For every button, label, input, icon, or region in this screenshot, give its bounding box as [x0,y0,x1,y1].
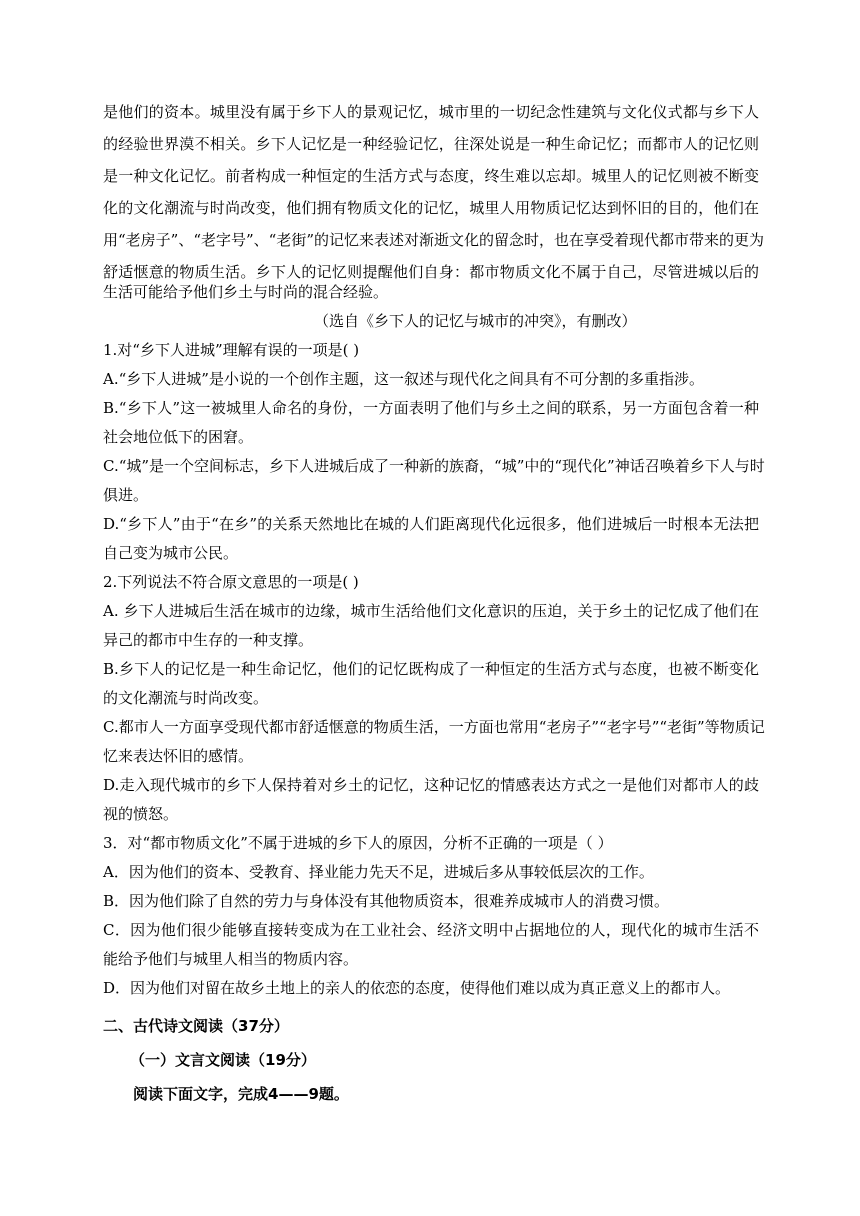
passage-line: 化的文化潮流与时尚改变，他们拥有物质文化的记忆，城里人用物质记忆达到怀旧的目的，他们在 [103,199,759,217]
source-citation: （选自《乡下人的记忆与城市的冲突》，有删改） [314,312,637,330]
passage-line: 舒适惬意的物质生活。乡下人的记忆则提醒他们自身：都市物质文化不属于自己，尽管进城以后的 [103,263,759,281]
option-3b: B．因为他们除了自然的劳力与身体没有其他物质资本，很难养成城市人的消费习惯。 [103,892,670,910]
option-2d-cont: 视的愤怒。 [103,805,179,823]
option-1b: B.“乡下人”这一被城里人命名的身份，一方面表明了他们与乡土之间的联系，另一方面包含着一种 [103,399,759,417]
section-title: 二、古代诗文阅读（37分） [103,1017,289,1035]
question-3: 3．对“都市物质文化”不属于进城的乡下人的原因，分析不正确的一项是（ ） [103,834,613,852]
option-2b-cont: 的文化潮流与时尚改变。 [103,689,269,707]
option-2b: B.乡下人的记忆是一种生命记忆，他们的记忆既构成了一种恒定的生活方式与态度，也被不断变化 [103,660,759,678]
option-3d: D．因为他们对留在故乡土地上的亲人的依恋的态度，使得他们难以成为真正意义上的都市人。 [103,979,731,997]
option-2d: D.走入现代城市的乡下人保持着对乡土的记忆，这种记忆的情感表达方式之一是他们对都市人的歧 [103,776,759,794]
option-2a-cont: 异己的都市中生存的一种支撑。 [103,631,314,649]
option-1c-cont: 俱进。 [103,486,149,504]
passage-line: 生活可能给予他们乡土与时尚的混合经验。 [103,283,389,301]
option-1b-cont: 社会地位低下的困窘。 [103,428,254,446]
option-3c-cont: 能给予他们与城里人相当的物质内容。 [103,950,359,968]
section-instruction: 阅读下面文字，完成4——9题。 [133,1085,349,1103]
option-2a: A. 乡下人进城后生活在城市的边缘，城市生活给他们文化意识的压迫，关于乡土的记忆成了他们在 [103,602,759,620]
question-1: 1.对“乡下人进城”理解有误的一项是( ) [103,341,360,359]
passage-line: 的经验世界漠不相关。乡下人记忆是一种经验记忆，往深处说是一种生命记忆；而都市人的记忆则 [103,135,759,153]
option-2c: C.都市人一方面享受现代都市舒适惬意的物质生活，一方面也常用“老房子”“老字号”“老街”等物质记 [103,718,765,736]
question-2: 2.下列说法不符合原文意思的一项是( ) [103,573,359,591]
section-subtitle: （一）文言文阅读（19分） [130,1051,316,1069]
passage-line: 用“老房子”、“老字号”、“老街”的记忆来表述对渐逝文化的留念时，也在享受着现代都市带来的更为 [103,231,765,249]
option-3a: A．因为他们的资本、受教育、择业能力先天不足，进城后多从事较低层次的工作。 [103,863,654,881]
option-1c: C.“城”是一个空间标志，乡下人进城后成了一种新的族裔，“城”中的“现代化”神话召唤着乡下人与时 [103,457,765,475]
passage-line: 是一种文化记忆。前者构成一种恒定的生活方式与态度，终生难以忘却。城里人的记忆则被不断变 [103,167,759,185]
option-1a: A.“乡下人进城”是小说的一个创作主题，这一叙述与现代化之间具有不可分割的多重指涉。 [103,370,704,388]
passage-line: 是他们的资本。城里没有属于乡下人的景观记忆，城市里的一切纪念性建筑与文化仪式都与乡下人 [103,103,759,121]
option-1d-cont: 自己变为城市公民。 [103,544,239,562]
option-3c: C．因为他们很少能够直接转变成为在工业社会、经济文明中占据地位的人，现代化的城市生活不 [103,921,759,939]
option-2c-cont: 忆来表达怀旧的感情。 [103,747,254,765]
option-1d: D.“乡下人”由于“在乡”的关系天然地比在城的人们距离现代化远很多，他们进城后一时根本无法把 [103,515,759,533]
